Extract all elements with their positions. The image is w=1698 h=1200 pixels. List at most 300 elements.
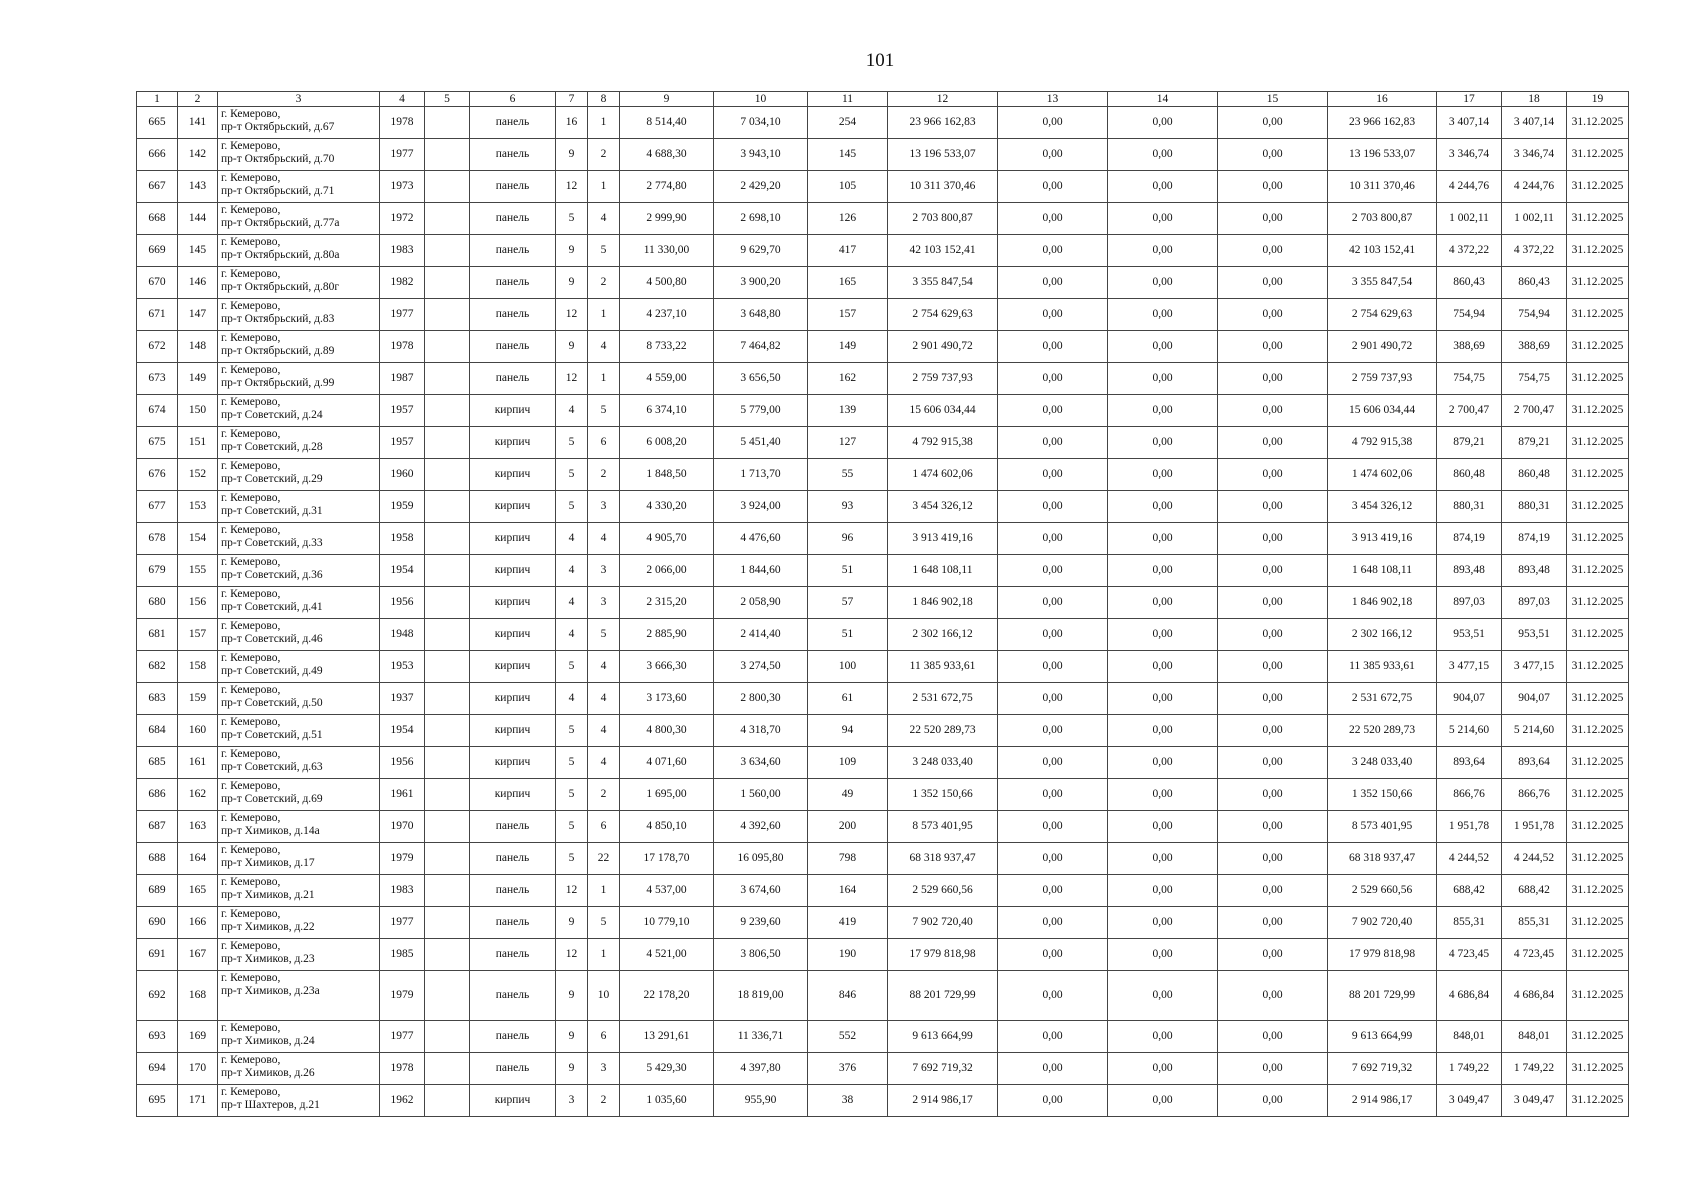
- cell-col-6: панель: [470, 267, 556, 299]
- address-street: пр-т Советский, д.69: [221, 793, 323, 805]
- cell-col-17: 754,94: [1437, 299, 1502, 331]
- cell-col-12: 68 318 937,47: [888, 843, 998, 875]
- cell-col-6: кирпич: [470, 715, 556, 747]
- table-row: [137, 747, 1629, 779]
- address-cell: [218, 171, 380, 203]
- cell-col-8: 5: [588, 235, 620, 267]
- cell-col-2: 157: [178, 619, 218, 651]
- cell-col-5: [425, 651, 470, 683]
- cell-col-19: 31.12.2025: [1567, 427, 1629, 459]
- cell-col-7: 12: [556, 363, 588, 395]
- cell-col-18: 1 749,22: [1502, 1053, 1567, 1085]
- address-cell: [218, 331, 380, 363]
- cell-col-7: 4: [556, 395, 588, 427]
- cell-col-15: 0,00: [1218, 1085, 1328, 1117]
- address-cell: [218, 651, 380, 683]
- cell-col-9: 6 374,10: [620, 395, 714, 427]
- header-row: [137, 92, 1629, 107]
- cell-col-16: 68 318 937,47: [1328, 843, 1437, 875]
- cell-col-15: 0,00: [1218, 875, 1328, 907]
- table-row: [137, 203, 1629, 235]
- address-street: пр-т Советский, д.31: [221, 505, 323, 517]
- table-row: [137, 715, 1629, 747]
- cell-col-4: 1973: [380, 171, 425, 203]
- cell-col-13: 0,00: [998, 683, 1108, 715]
- cell-col-6: панель: [470, 139, 556, 171]
- cell-col-5: [425, 907, 470, 939]
- address-city: г. Кемерово,: [221, 1054, 281, 1066]
- table-row: [137, 1021, 1629, 1053]
- cell-col-11: 164: [808, 875, 888, 907]
- cell-col-11: 100: [808, 651, 888, 683]
- cell-col-1: 666: [137, 139, 178, 171]
- cell-col-18: 866,76: [1502, 779, 1567, 811]
- cell-col-18: 4 723,45: [1502, 939, 1567, 971]
- cell-col-14: 0,00: [1108, 875, 1218, 907]
- address-city: г. Кемерово,: [221, 844, 281, 856]
- column-header-7: 7: [556, 92, 588, 107]
- cell-col-17: 855,31: [1437, 907, 1502, 939]
- cell-col-12: 9 613 664,99: [888, 1021, 998, 1053]
- table-row: [137, 299, 1629, 331]
- cell-col-8: 2: [588, 779, 620, 811]
- cell-col-13: 0,00: [998, 267, 1108, 299]
- cell-col-16: 2 759 737,93: [1328, 363, 1437, 395]
- address-city: г. Кемерово,: [221, 812, 281, 824]
- cell-col-6: кирпич: [470, 555, 556, 587]
- cell-col-19: 31.12.2025: [1567, 1053, 1629, 1085]
- cell-col-8: 4: [588, 331, 620, 363]
- cell-col-9: 8 514,40: [620, 107, 714, 139]
- table-row: [137, 491, 1629, 523]
- cell-col-18: 4 244,52: [1502, 843, 1567, 875]
- cell-col-7: 4: [556, 555, 588, 587]
- cell-col-8: 5: [588, 907, 620, 939]
- cell-col-8: 6: [588, 1021, 620, 1053]
- cell-col-16: 2 529 660,56: [1328, 875, 1437, 907]
- cell-col-4: 1977: [380, 1021, 425, 1053]
- table-row: [137, 971, 1629, 1021]
- table-row: [137, 843, 1629, 875]
- table-row: [137, 523, 1629, 555]
- cell-col-12: 11 385 933,61: [888, 651, 998, 683]
- cell-col-14: 0,00: [1108, 971, 1218, 1021]
- cell-col-4: 1987: [380, 363, 425, 395]
- cell-col-6: кирпич: [470, 619, 556, 651]
- cell-col-13: 0,00: [998, 779, 1108, 811]
- cell-col-19: 31.12.2025: [1567, 907, 1629, 939]
- address-city: г. Кемерово,: [221, 940, 281, 952]
- cell-col-17: 5 214,60: [1437, 715, 1502, 747]
- cell-col-12: 2 529 660,56: [888, 875, 998, 907]
- cell-col-17: 880,31: [1437, 491, 1502, 523]
- address-cell: [218, 971, 380, 1021]
- address-city: г. Кемерово,: [221, 140, 281, 152]
- cell-col-5: [425, 779, 470, 811]
- cell-col-16: 1 474 602,06: [1328, 459, 1437, 491]
- cell-col-1: 677: [137, 491, 178, 523]
- cell-col-9: 4 071,60: [620, 747, 714, 779]
- address-cell: [218, 107, 380, 139]
- cell-col-17: 388,69: [1437, 331, 1502, 363]
- address-street: пр-т Советский, д.28: [221, 441, 323, 453]
- cell-col-17: 4 244,52: [1437, 843, 1502, 875]
- cell-col-14: 0,00: [1108, 939, 1218, 971]
- cell-col-7: 12: [556, 939, 588, 971]
- cell-col-13: 0,00: [998, 651, 1108, 683]
- cell-col-5: [425, 939, 470, 971]
- cell-col-12: 15 606 034,44: [888, 395, 998, 427]
- cell-col-7: 9: [556, 1021, 588, 1053]
- cell-col-11: 96: [808, 523, 888, 555]
- cell-col-7: 4: [556, 587, 588, 619]
- cell-col-10: 3 656,50: [714, 363, 808, 395]
- column-header-4: 4: [380, 92, 425, 107]
- cell-col-2: 147: [178, 299, 218, 331]
- cell-col-9: 1 035,60: [620, 1085, 714, 1117]
- cell-col-17: 866,76: [1437, 779, 1502, 811]
- cell-col-5: [425, 427, 470, 459]
- cell-col-5: [425, 235, 470, 267]
- table-header: [137, 92, 1629, 107]
- address-cell: [218, 843, 380, 875]
- cell-col-18: 388,69: [1502, 331, 1567, 363]
- cell-col-1: 669: [137, 235, 178, 267]
- address-street: пр-т Химиков, д.14а: [221, 825, 320, 837]
- cell-col-17: 879,21: [1437, 427, 1502, 459]
- cell-col-12: 13 196 533,07: [888, 139, 998, 171]
- cell-col-8: 3: [588, 587, 620, 619]
- cell-col-8: 1: [588, 875, 620, 907]
- address-city: г. Кемерово,: [221, 1086, 281, 1098]
- address-cell: [218, 811, 380, 843]
- cell-col-12: 2 302 166,12: [888, 619, 998, 651]
- cell-col-9: 17 178,70: [620, 843, 714, 875]
- cell-col-6: кирпич: [470, 395, 556, 427]
- address-city: г. Кемерово,: [221, 972, 281, 984]
- cell-col-11: 145: [808, 139, 888, 171]
- cell-col-18: 904,07: [1502, 683, 1567, 715]
- cell-col-11: 105: [808, 171, 888, 203]
- cell-col-6: кирпич: [470, 1085, 556, 1117]
- cell-col-14: 0,00: [1108, 683, 1218, 715]
- cell-col-16: 2 703 800,87: [1328, 203, 1437, 235]
- cell-col-9: 3 173,60: [620, 683, 714, 715]
- cell-col-16: 11 385 933,61: [1328, 651, 1437, 683]
- cell-col-14: 0,00: [1108, 523, 1218, 555]
- cell-col-17: 848,01: [1437, 1021, 1502, 1053]
- address-cell: [218, 907, 380, 939]
- cell-col-6: панель: [470, 843, 556, 875]
- address-cell: [218, 267, 380, 299]
- address-cell: [218, 875, 380, 907]
- cell-col-6: кирпич: [470, 779, 556, 811]
- cell-col-2: 156: [178, 587, 218, 619]
- cell-col-8: 1: [588, 299, 620, 331]
- cell-col-19: 31.12.2025: [1567, 939, 1629, 971]
- cell-col-7: 4: [556, 683, 588, 715]
- cell-col-13: 0,00: [998, 587, 1108, 619]
- cell-col-15: 0,00: [1218, 779, 1328, 811]
- cell-col-19: 31.12.2025: [1567, 651, 1629, 683]
- cell-col-8: 6: [588, 811, 620, 843]
- address-street: пр-т Октябрьский, д.80а: [221, 249, 340, 261]
- cell-col-2: 158: [178, 651, 218, 683]
- cell-col-9: 10 779,10: [620, 907, 714, 939]
- cell-col-5: [425, 875, 470, 907]
- table-row: [137, 651, 1629, 683]
- cell-col-11: 127: [808, 427, 888, 459]
- cell-col-19: 31.12.2025: [1567, 1021, 1629, 1053]
- cell-col-10: 4 392,60: [714, 811, 808, 843]
- cell-col-7: 16: [556, 107, 588, 139]
- cell-col-1: 695: [137, 1085, 178, 1117]
- cell-col-11: 552: [808, 1021, 888, 1053]
- address-street: пр-т Химиков, д.24: [221, 1035, 315, 1047]
- cell-col-19: 31.12.2025: [1567, 619, 1629, 651]
- cell-col-11: 162: [808, 363, 888, 395]
- cell-col-1: 673: [137, 363, 178, 395]
- cell-col-18: 953,51: [1502, 619, 1567, 651]
- address-street: пр-т Октябрьский, д.99: [221, 377, 335, 389]
- cell-col-19: 31.12.2025: [1567, 459, 1629, 491]
- column-header-12: 12: [888, 92, 998, 107]
- cell-col-17: 904,07: [1437, 683, 1502, 715]
- cell-col-10: 1 560,00: [714, 779, 808, 811]
- cell-col-4: 1977: [380, 299, 425, 331]
- cell-col-2: 169: [178, 1021, 218, 1053]
- cell-col-17: 3 346,74: [1437, 139, 1502, 171]
- cell-col-13: 0,00: [998, 331, 1108, 363]
- cell-col-1: 685: [137, 747, 178, 779]
- cell-col-9: 4 905,70: [620, 523, 714, 555]
- cell-col-10: 9 629,70: [714, 235, 808, 267]
- cell-col-5: [425, 267, 470, 299]
- cell-col-13: 0,00: [998, 299, 1108, 331]
- cell-col-19: 31.12.2025: [1567, 555, 1629, 587]
- cell-col-19: 31.12.2025: [1567, 747, 1629, 779]
- address-city: г. Кемерово,: [221, 492, 281, 504]
- cell-col-19: 31.12.2025: [1567, 267, 1629, 299]
- cell-col-11: 190: [808, 939, 888, 971]
- cell-col-18: 893,48: [1502, 555, 1567, 587]
- cell-col-9: 4 800,30: [620, 715, 714, 747]
- cell-col-18: 4 686,84: [1502, 971, 1567, 1021]
- cell-col-15: 0,00: [1218, 235, 1328, 267]
- cell-col-1: 672: [137, 331, 178, 363]
- cell-col-16: 1 352 150,66: [1328, 779, 1437, 811]
- cell-col-15: 0,00: [1218, 459, 1328, 491]
- cell-col-1: 681: [137, 619, 178, 651]
- cell-col-7: 5: [556, 491, 588, 523]
- cell-col-14: 0,00: [1108, 1053, 1218, 1085]
- cell-col-10: 5 779,00: [714, 395, 808, 427]
- cell-col-17: 3 049,47: [1437, 1085, 1502, 1117]
- column-header-1: 1: [137, 92, 178, 107]
- cell-col-10: 3 648,80: [714, 299, 808, 331]
- cell-col-8: 5: [588, 619, 620, 651]
- cell-col-8: 2: [588, 1085, 620, 1117]
- column-header-13: 13: [998, 92, 1108, 107]
- address-street: пр-т Химиков, д.22: [221, 921, 315, 933]
- address-city: г. Кемерово,: [221, 524, 281, 536]
- cell-col-1: 668: [137, 203, 178, 235]
- address-cell: [218, 139, 380, 171]
- cell-col-4: 1961: [380, 779, 425, 811]
- cell-col-7: 9: [556, 267, 588, 299]
- address-cell: [218, 459, 380, 491]
- cell-col-14: 0,00: [1108, 619, 1218, 651]
- cell-col-13: 0,00: [998, 875, 1108, 907]
- cell-col-11: 417: [808, 235, 888, 267]
- cell-col-5: [425, 811, 470, 843]
- address-city: г. Кемерово,: [221, 908, 281, 920]
- cell-col-7: 3: [556, 1085, 588, 1117]
- cell-col-10: 3 674,60: [714, 875, 808, 907]
- cell-col-15: 0,00: [1218, 1053, 1328, 1085]
- cell-col-13: 0,00: [998, 939, 1108, 971]
- cell-col-16: 13 196 533,07: [1328, 139, 1437, 171]
- address-cell: [218, 715, 380, 747]
- cell-col-1: 665: [137, 107, 178, 139]
- cell-col-10: 4 476,60: [714, 523, 808, 555]
- cell-col-8: 2: [588, 459, 620, 491]
- address-street: пр-т Химиков, д.21: [221, 889, 315, 901]
- address-cell: [218, 1053, 380, 1085]
- address-street: пр-т Октябрьский, д.67: [221, 121, 335, 133]
- cell-col-11: 55: [808, 459, 888, 491]
- cell-col-12: 2 531 672,75: [888, 683, 998, 715]
- cell-col-16: 17 979 818,98: [1328, 939, 1437, 971]
- cell-col-15: 0,00: [1218, 1021, 1328, 1053]
- table-row: [137, 395, 1629, 427]
- cell-col-16: 1 846 902,18: [1328, 587, 1437, 619]
- cell-col-14: 0,00: [1108, 747, 1218, 779]
- address-street: пр-т Химиков, д.23а: [221, 985, 320, 997]
- cell-col-16: 1 648 108,11: [1328, 555, 1437, 587]
- cell-col-1: 694: [137, 1053, 178, 1085]
- address-cell: [218, 555, 380, 587]
- cell-col-19: 31.12.2025: [1567, 1085, 1629, 1117]
- cell-col-13: 0,00: [998, 491, 1108, 523]
- cell-col-15: 0,00: [1218, 491, 1328, 523]
- cell-col-1: 678: [137, 523, 178, 555]
- cell-col-17: 953,51: [1437, 619, 1502, 651]
- cell-col-6: панель: [470, 907, 556, 939]
- address-city: г. Кемерово,: [221, 268, 281, 280]
- cell-col-8: 10: [588, 971, 620, 1021]
- cell-col-10: 3 274,50: [714, 651, 808, 683]
- cell-col-2: 142: [178, 139, 218, 171]
- cell-col-16: 10 311 370,46: [1328, 171, 1437, 203]
- cell-col-15: 0,00: [1218, 331, 1328, 363]
- cell-col-1: 690: [137, 907, 178, 939]
- cell-col-12: 1 846 902,18: [888, 587, 998, 619]
- cell-col-2: 170: [178, 1053, 218, 1085]
- cell-col-7: 5: [556, 427, 588, 459]
- address-cell: [218, 779, 380, 811]
- cell-col-4: 1956: [380, 747, 425, 779]
- cell-col-9: 1 695,00: [620, 779, 714, 811]
- cell-col-4: 1979: [380, 971, 425, 1021]
- cell-col-11: 376: [808, 1053, 888, 1085]
- cell-col-2: 165: [178, 875, 218, 907]
- cell-col-16: 9 613 664,99: [1328, 1021, 1437, 1053]
- table-row: [137, 939, 1629, 971]
- cell-col-19: 31.12.2025: [1567, 875, 1629, 907]
- address-city: г. Кемерово,: [221, 172, 281, 184]
- address-cell: [218, 235, 380, 267]
- cell-col-19: 31.12.2025: [1567, 395, 1629, 427]
- cell-col-10: 955,90: [714, 1085, 808, 1117]
- cell-col-12: 2 901 490,72: [888, 331, 998, 363]
- column-header-2: 2: [178, 92, 218, 107]
- cell-col-15: 0,00: [1218, 203, 1328, 235]
- cell-col-11: 200: [808, 811, 888, 843]
- address-city: г. Кемерово,: [221, 588, 281, 600]
- cell-col-16: 3 913 419,16: [1328, 523, 1437, 555]
- cell-col-8: 4: [588, 747, 620, 779]
- cell-col-14: 0,00: [1108, 203, 1218, 235]
- cell-col-4: 1954: [380, 715, 425, 747]
- cell-col-13: 0,00: [998, 107, 1108, 139]
- cell-col-14: 0,00: [1108, 395, 1218, 427]
- cell-col-16: 3 248 033,40: [1328, 747, 1437, 779]
- table-row: [137, 107, 1629, 139]
- cell-col-6: панель: [470, 971, 556, 1021]
- column-header-5: 5: [425, 92, 470, 107]
- cell-col-6: панель: [470, 939, 556, 971]
- cell-col-12: 10 311 370,46: [888, 171, 998, 203]
- cell-col-7: 5: [556, 651, 588, 683]
- cell-col-9: 2 999,90: [620, 203, 714, 235]
- cell-col-11: 51: [808, 555, 888, 587]
- cell-col-10: 9 239,60: [714, 907, 808, 939]
- cell-col-7: 9: [556, 1053, 588, 1085]
- column-header-6: 6: [470, 92, 556, 107]
- address-cell: [218, 491, 380, 523]
- column-header-3: 3: [218, 92, 380, 107]
- cell-col-8: 6: [588, 427, 620, 459]
- table-row: [137, 779, 1629, 811]
- cell-col-10: 3 806,50: [714, 939, 808, 971]
- cell-col-11: 57: [808, 587, 888, 619]
- cell-col-1: 680: [137, 587, 178, 619]
- cell-col-18: 1 951,78: [1502, 811, 1567, 843]
- cell-col-16: 88 201 729,99: [1328, 971, 1437, 1021]
- cell-col-17: 1 002,11: [1437, 203, 1502, 235]
- cell-col-10: 4 397,80: [714, 1053, 808, 1085]
- cell-col-14: 0,00: [1108, 1021, 1218, 1053]
- column-header-17: 17: [1437, 92, 1502, 107]
- cell-col-8: 4: [588, 651, 620, 683]
- cell-col-14: 0,00: [1108, 267, 1218, 299]
- address-street: пр-т Советский, д.36: [221, 569, 323, 581]
- cell-col-18: 4 372,22: [1502, 235, 1567, 267]
- table-row: [137, 363, 1629, 395]
- cell-col-4: 1970: [380, 811, 425, 843]
- cell-col-19: 31.12.2025: [1567, 587, 1629, 619]
- cell-col-2: 166: [178, 907, 218, 939]
- cell-col-16: 42 103 152,41: [1328, 235, 1437, 267]
- cell-col-18: 855,31: [1502, 907, 1567, 939]
- cell-col-17: 4 723,45: [1437, 939, 1502, 971]
- column-header-10: 10: [714, 92, 808, 107]
- cell-col-2: 152: [178, 459, 218, 491]
- cell-col-17: 874,19: [1437, 523, 1502, 555]
- cell-col-12: 23 966 162,83: [888, 107, 998, 139]
- cell-col-16: 3 454 326,12: [1328, 491, 1437, 523]
